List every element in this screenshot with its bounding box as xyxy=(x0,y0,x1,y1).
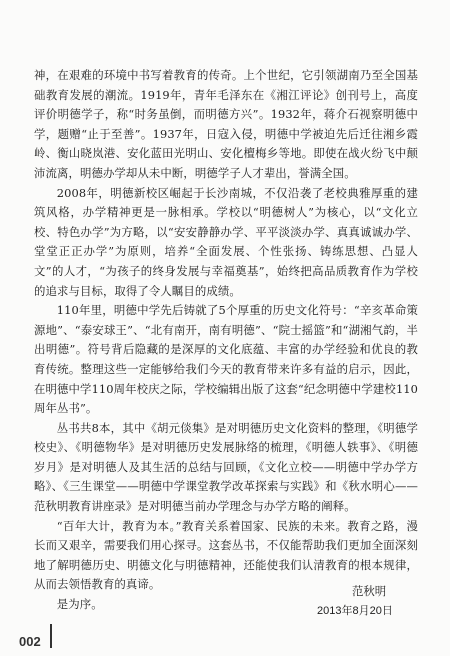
page-number-rule xyxy=(50,624,52,648)
paragraph-1: 神，在艰难的环境中书写着教育的传奇。上个世纪，它引领湖南乃至全国基础教育发展的潮流。1919年，青年毛泽东在《湘江评论》创刊号上，高度评价明德学子，称“时务虽倒，而明德方兴”。1932年，蒋介石视察明德中学，题赠“止于至善”。1937年，日寇入侵，明德中学被迫先后迁往湘乡霞岭、衡山晓岚港、安化蓝田光明山、安化檀梅乡等地。即使在战火纷飞中颠沛流离，明德办学却从未中断，明德学子人才辈出，誉满全国。 xyxy=(34,68,418,180)
preface-body xyxy=(34,66,418,615)
paragraph-6: 是为序。 xyxy=(56,597,103,612)
paragraph-2: 2008年，明德新校区崛起于长沙南城，不仅沿袭了老校典雅厚重的建筑风格，办学精神更是一脉相承。学校以“明德树人”为核心，以“文化立校、特色办学”为方略，以“安安静静办学、平平淡淡办学、真真诚诚办学、堂堂正正办学”为原则，培养“全面发展、个性张扬、铸练思想、凸显人文”的人才，“为孩子的终身发展与幸福奠基”，始终把高品质教育作为学校的追求与目标，取得了令人瞩目的成绩。 xyxy=(34,185,418,298)
paragraph-3: 110年里，明德中学先后铸就了5个厚重的历史文化符号：“辛亥革命策源地”、“泰安球王”、“北有南开，南有明德”、“院士摇篮”和“湖湘气韵，半出明德”。符号背后隐藏的是深厚的文化底蕴、丰富的办学经验和优良的教育传统。整理这些一定能够给我们今天的教育带来许多有益的启示，因此，在明德中学110周年校庆之际，学校编辑出版了这套“纪念明德中学建校110周年丛书”。 xyxy=(34,303,418,416)
page-number: 002 xyxy=(19,634,41,649)
signature-date: 2013年8月20日 xyxy=(317,605,393,617)
paragraph-5: “百年大计，教育为本。”教育关系着国家、民族的未来。教育之路，漫长而又艰辛，需要我们用心探寻。这套丛书，不仅能帮助我们更加全面深刻地了解明德历史、明德文化与明德精神，还能使我们认清教育的根本规律，从而去领悟教育的真谛。 xyxy=(34,518,418,592)
signature-name: 范秋明 xyxy=(352,584,387,598)
paragraph-4: 丛书共8本，其中《胡元倓集》是对明德历史文化资料的整理，《明德学校史》、《明德物华》是对明德历史发展脉络的梳理，《明德人轶事》、《明德岁月》是对明德人及其生活的总结与回顾，《文化立校——明德中学办学方略》、《三生课堂——明德中学课堂教学改革探索与实践》和《秋水明心——范秋明教育讲座录》是对明德当前办学理念与办学方略的阐释。 xyxy=(34,420,418,514)
